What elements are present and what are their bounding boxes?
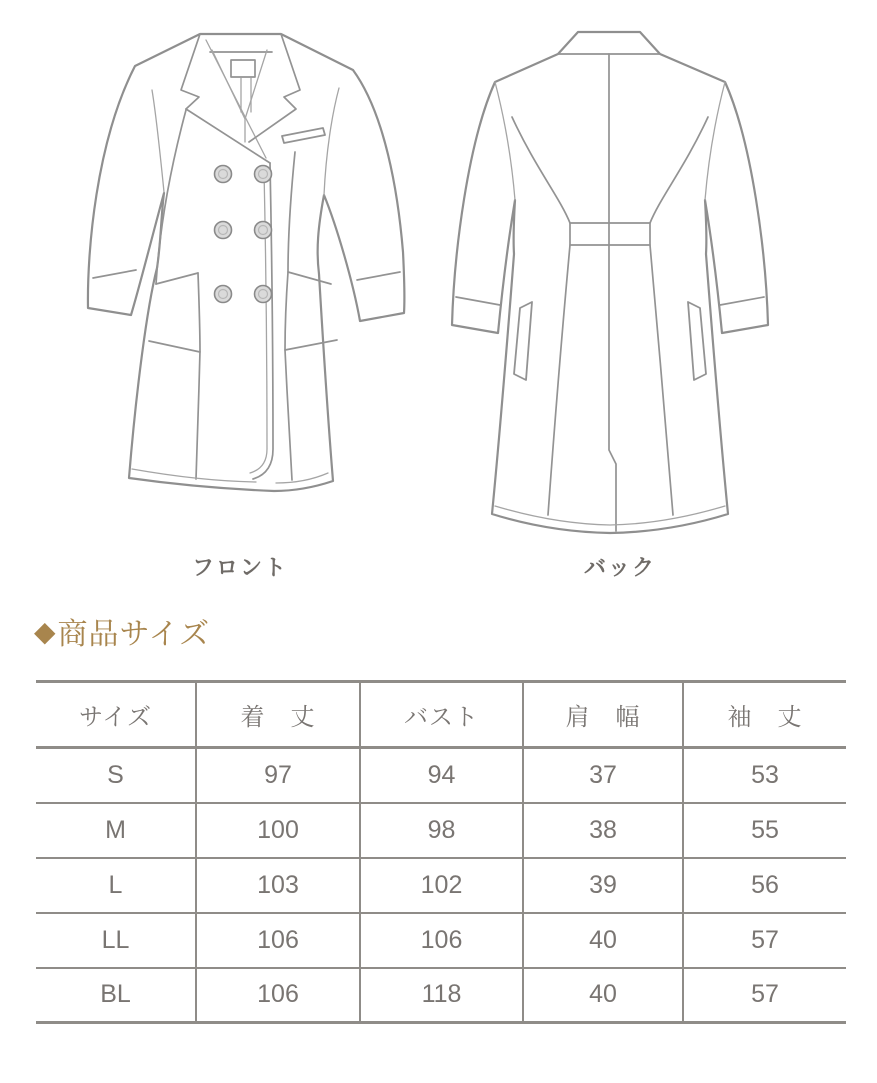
back-view-label: バック [583,555,656,580]
value-cell: 40 [523,968,683,1023]
size-table [36,680,846,1024]
col-header-size: サイズ [36,682,196,748]
value-cell: 97 [196,748,360,803]
size-cell: LL [101,925,130,954]
col-header-sleeve: 袖 丈 [683,682,846,748]
value-cell: 118 [360,968,523,1023]
coat-back-drawing [440,2,800,550]
size-table-header-row [36,682,846,748]
coat-front-drawing [60,2,420,550]
table-row [36,748,846,803]
value-cell: 57 [683,913,846,968]
table-row [36,803,846,858]
front-view-label: フロント [191,555,288,580]
value-cell: 53 [683,748,846,803]
value-cell: 102 [360,858,523,913]
front-silhouette [88,34,404,491]
table-row [36,968,846,1023]
size-cell: M [105,815,126,844]
diamond-bullet-icon: ◆ [34,615,57,647]
size-cell: L [108,870,123,899]
value-cell: 94 [360,748,523,803]
value-cell: 100 [196,803,360,858]
col-header-shoulder: 肩 幅 [523,682,683,748]
table-row [36,858,846,913]
value-cell: 55 [683,803,846,858]
value-cell: 38 [523,803,683,858]
section-header [34,609,210,653]
value-cell: 106 [196,913,360,968]
value-cell: 39 [523,858,683,913]
value-cell: 57 [683,968,846,1023]
back-silhouette [452,32,768,533]
value-cell: 106 [360,913,523,968]
value-cell: 40 [523,913,683,968]
size-cell: S [107,760,124,789]
table-row [36,913,846,968]
value-cell: 106 [196,968,360,1023]
col-header-bust: バスト [360,682,523,748]
value-cell: 37 [523,748,683,803]
section-title: 商品サイズ [57,618,211,651]
value-cell: 103 [196,858,360,913]
value-cell: 56 [683,858,846,913]
size-cell: BL [100,980,131,1009]
value-cell: 98 [360,803,523,858]
col-header-length: 着 丈 [196,682,360,748]
